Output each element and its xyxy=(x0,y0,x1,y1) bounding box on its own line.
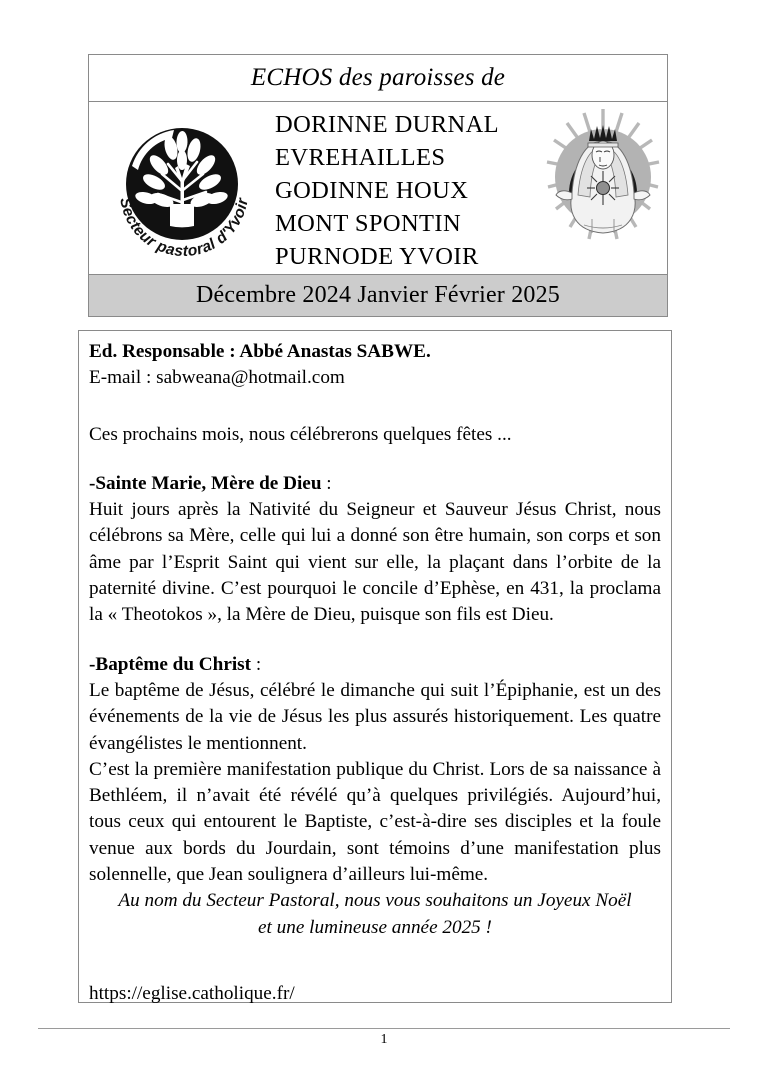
section-heading-suffix: : xyxy=(321,472,332,494)
masthead-table xyxy=(88,54,668,317)
parish-name: EVREHAILLES xyxy=(275,144,446,171)
logo-cell xyxy=(89,102,275,268)
page-title: ECHOS des paroisses de xyxy=(250,64,506,91)
section-heading-suffix: : xyxy=(251,653,262,675)
section-paragraph: Le baptême de Jésus, célébré le dimanche qui suit l’Épiphanie, est un des événements de la vie de Jésus les plus assurés historiquement. Les quatre évangélistes le mentionnent. xyxy=(89,679,661,754)
website-url[interactable]: https://eglise.catholique.fr/ xyxy=(89,982,295,1004)
spacer xyxy=(89,448,661,471)
spacer xyxy=(89,941,661,971)
email-line: E-mail : sabweana@hotmail.com xyxy=(89,367,345,389)
date-banner xyxy=(89,275,667,316)
secteur-pastoral-yvoir-logo-icon xyxy=(102,108,262,268)
section-heading-text: -Sainte Marie, Mère de Dieu xyxy=(89,472,322,494)
parish-name: MONT SPONTIN xyxy=(275,210,462,237)
masthead-body-row xyxy=(89,102,667,275)
editor-responsible-line: Ed. Responsable : Abbé Anastas SABWE. xyxy=(89,341,431,362)
parish-name: DORINNE DURNAL xyxy=(275,111,500,138)
issue-date: Décembre 2024 Janvier Février 2025 xyxy=(195,282,560,308)
spacer xyxy=(89,971,661,981)
masthead-title-row xyxy=(89,55,667,102)
footer-divider xyxy=(38,1028,730,1029)
body-text-box xyxy=(78,330,672,1003)
page-number: 1 xyxy=(380,1032,388,1047)
section-paragraph: Huit jours après la Nativité du Seigneur et Sauveur Jésus Christ, nous célébrons sa Mère, celle qui lui a donné son être humain, son corps et son âme par l’Esprit Saint qui vient sur elle, la plaçant dans l’orbite de la paternité divine. C’est pourquoi le concile d’Ephèse, en 431, la proclama la « Theotokos », la Mère de Dieu, puisque son fils est Dieu. xyxy=(89,499,661,626)
spacer xyxy=(89,629,661,652)
illustration-cell xyxy=(539,102,667,247)
spacer xyxy=(89,392,661,422)
section-heading-text: -Baptême du Christ xyxy=(89,653,252,675)
section-heading-sainte-marie xyxy=(89,471,661,497)
logo-curved-text: Secteur pastoral d'Yvoir xyxy=(116,196,252,261)
section-paragraph: C’est la première manifestation publique du Christ. Lors de sa naissance à Bethléem, il n’avait été révélé qu’à quelques privilégiés. Aujourd’hui, tous ceux qui entourent le Baptiste, c’est-à-dire ses disciples et la foule venue aux bords du Jourdain, sont témoins d’une manifestation plus solennelle, que Jean soulignera d’ailleurs lui-même. xyxy=(89,758,661,886)
crowned-madonna-illustration-icon xyxy=(544,107,662,247)
parish-name: PURNODE YVOIR xyxy=(275,243,479,270)
intro-line: Ces prochains mois, nous célébrerons quelques fêtes ... xyxy=(89,423,512,445)
parish-name: GODINNE HOUX xyxy=(275,177,469,204)
greeting-line-2: et une lumineuse année 2025 ! xyxy=(258,916,492,938)
parish-names-list xyxy=(275,102,539,273)
greeting-line-1: Au nom du Secteur Pastoral, nous vous souhaitons un Joyeux Noël xyxy=(118,890,632,912)
section-heading-bapteme-du-christ xyxy=(89,652,661,678)
